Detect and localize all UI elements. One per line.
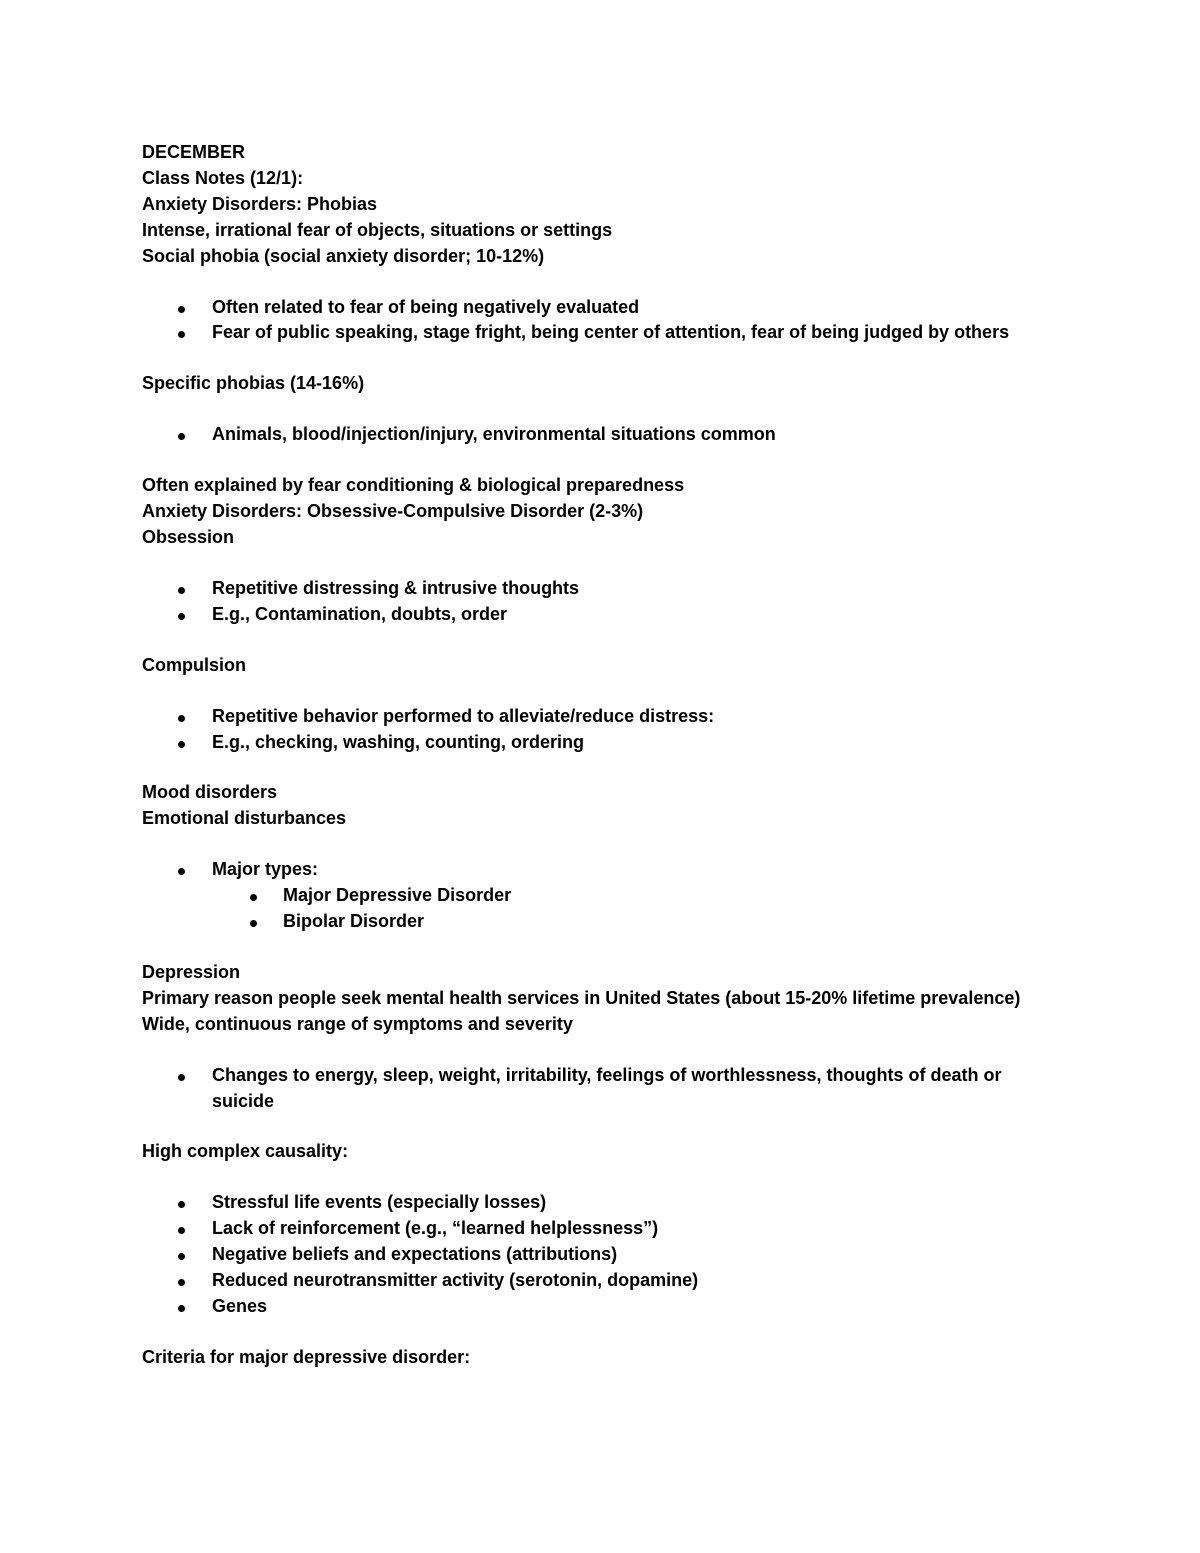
bullet-icon: [178, 1279, 185, 1286]
list-item: E.g., Contamination, doubts, order: [142, 602, 1062, 628]
list-item: Animals, blood/injection/injury, environmental situations common: [142, 422, 1062, 448]
bullet-icon: [178, 1074, 185, 1081]
list-item: Negative beliefs and expectations (attributions): [142, 1242, 1062, 1268]
list-item: Lack of reinforcement (e.g., “learned helplessness”): [142, 1216, 1062, 1242]
bullet-icon: [250, 920, 257, 927]
obsession-title: Obsession: [142, 526, 235, 547]
list-item: Major Depressive Disorder: [142, 883, 1062, 909]
list-item: Fear of public speaking, stage fright, being center of attention, fear of being judged by others: [142, 320, 1062, 346]
mood-disorders-subtitle: Emotional disturbances: [142, 808, 347, 829]
causes-list: [142, 1190, 1062, 1320]
bullet-icon: [178, 331, 185, 338]
list-item: Major types:: [142, 857, 1062, 883]
phobias-title: Anxiety Disorders: Phobias: [142, 193, 378, 214]
bullet-icon: [178, 715, 185, 722]
bullet-icon: [178, 741, 185, 748]
list-item: Repetitive distressing & intrusive thoughts: [142, 576, 1062, 602]
obsession-list: [142, 576, 1062, 628]
compulsion-list: [142, 704, 1062, 756]
list-item: Bipolar Disorder: [142, 909, 1062, 935]
bullet-icon: [178, 1305, 185, 1312]
bullet-icon: [178, 1253, 185, 1260]
document-body: [142, 140, 1062, 1371]
mood-types-sublist: [142, 883, 1062, 935]
phobias-definition: Intense, irrational fear of objects, situations or settings: [142, 219, 613, 240]
bullet-icon: [250, 894, 257, 901]
social-phobia-title: Social phobia (social anxiety disorder; 10-12%): [142, 245, 545, 266]
depression-range: Wide, continuous range of symptoms and severity: [142, 1013, 573, 1034]
depression-reason: Primary reason people seek mental health services in United States (about 15-20% lifetime prevalence): [142, 987, 1021, 1008]
list-item: E.g., checking, washing, counting, ordering: [142, 730, 1062, 756]
specific-phobias-list: [142, 422, 1062, 448]
bullet-icon: [178, 868, 185, 875]
ocd-title: Anxiety Disorders: Obsessive-Compulsive Disorder (2-3%): [142, 501, 644, 522]
criteria-title: Criteria for major depressive disorder:: [142, 1346, 471, 1367]
phobias-explanation: Often explained by fear conditioning & biological preparedness: [142, 475, 685, 496]
bullet-icon: [178, 613, 185, 620]
month-heading: DECEMBER: [142, 142, 246, 162]
list-item: Changes to energy, sleep, weight, irritability, feelings of worthlessness, thoughts of death or suicide: [142, 1063, 1062, 1115]
class-notes-title: Class Notes (12/1):: [142, 167, 304, 188]
bullet-icon: [178, 433, 185, 440]
depression-title: Depression: [142, 961, 241, 982]
list-item: Reduced neurotransmitter activity (serotonin, dopamine): [142, 1268, 1062, 1294]
list-item: Often related to fear of being negatively evaluated: [142, 295, 1062, 321]
bullet-icon: [178, 306, 185, 313]
list-item: Repetitive behavior performed to alleviate/reduce distress:: [142, 704, 1062, 730]
bullet-icon: [178, 587, 185, 594]
compulsion-title: Compulsion: [142, 654, 246, 675]
list-item: Stressful life events (especially losses): [142, 1190, 1062, 1216]
list-item: Genes: [142, 1294, 1062, 1320]
mood-types-list: [142, 857, 1062, 883]
causality-title: High complex causality:: [142, 1141, 349, 1162]
mood-disorders-title: Mood disorders: [142, 782, 278, 803]
depression-symptoms-list: [142, 1063, 1062, 1115]
bullet-icon: [178, 1201, 185, 1208]
bullet-icon: [178, 1227, 185, 1234]
social-phobia-list: [142, 295, 1062, 347]
specific-phobias-title: Specific phobias (14-16%): [142, 373, 365, 394]
